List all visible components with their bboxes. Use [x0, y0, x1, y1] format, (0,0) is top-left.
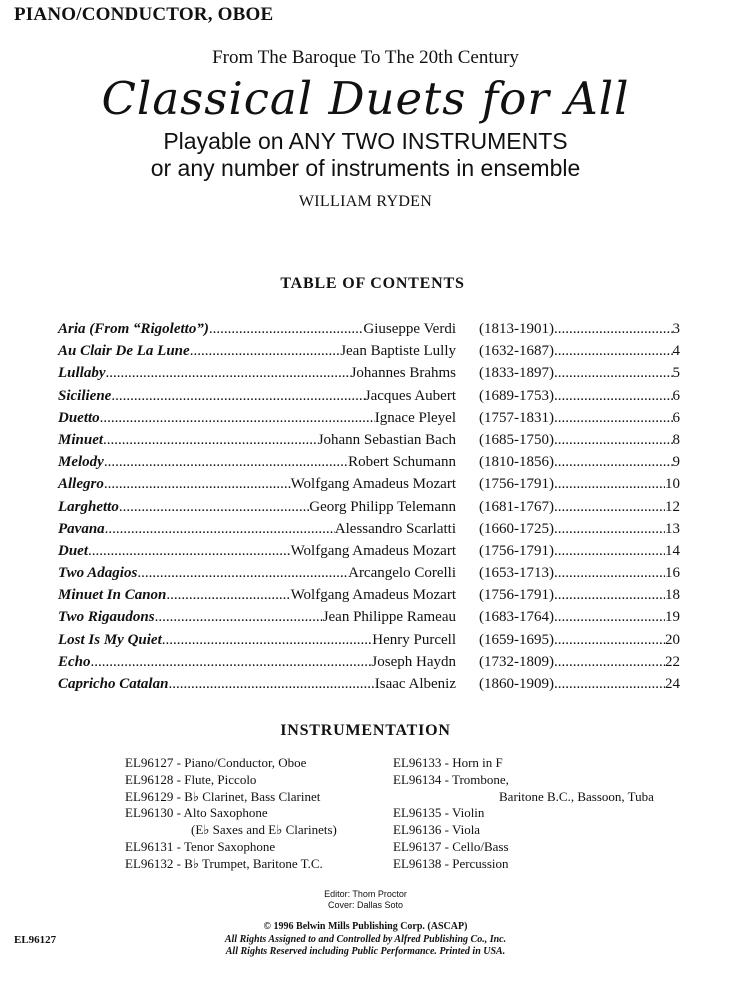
instrument-part	[125, 856, 337, 873]
toc-title: Lost Is My Quiet	[58, 631, 162, 648]
table-of-contents	[58, 318, 680, 695]
toc-title: Duetto	[58, 409, 100, 426]
toc-composer: Giuseppe Verdi	[363, 321, 456, 337]
toc-entry	[58, 540, 680, 562]
instrument-part	[393, 772, 654, 806]
toc-composer: Alessandro Scarlatti	[334, 520, 456, 537]
dot-leader	[104, 451, 348, 473]
part-line: EL96135 - Violin	[393, 805, 485, 821]
author: WILLIAM RYDEN	[298, 193, 433, 210]
toc-dates: (1833-1897)	[479, 365, 554, 382]
toc-page: 8	[672, 431, 680, 448]
toc-composer: Arcangelo Corelli	[348, 565, 456, 582]
dot-leader	[554, 473, 665, 495]
toc-entry	[58, 496, 680, 518]
part-subline: (E♭ Saxes and E♭ Clarinets)	[191, 822, 337, 838]
toc-composer: Wolfgang Amadeus Mozart	[290, 542, 456, 559]
dot-leader	[554, 606, 665, 628]
rights-reserved-line: All Rights Reserved including Public Performance. Printed in USA.	[225, 946, 506, 957]
instrument-part	[393, 755, 654, 772]
toc-title: Capricho Catalan	[58, 676, 169, 692]
instrument-part	[125, 755, 337, 772]
toc-title: Two Adagios	[58, 565, 138, 582]
toc-title: Echo	[58, 653, 91, 670]
dot-leader	[137, 562, 348, 584]
toc-page: 9	[672, 454, 680, 471]
dot-leader	[104, 473, 291, 495]
toc-title: Allegro	[58, 476, 104, 493]
toc-dates: (1756-1791)	[479, 476, 554, 493]
toc-entry	[58, 673, 680, 695]
toc-page: 5	[672, 365, 680, 382]
part-subline: Baritone B.C., Bassoon, Tuba	[499, 788, 654, 804]
instrumentation-heading: INSTRUMENTATION	[280, 722, 451, 739]
dot-leader	[554, 651, 665, 673]
dot-leader	[111, 385, 364, 407]
toc-title: Two Rigaudons	[58, 609, 155, 626]
part-line: EL96129 - B♭ Clarinet, Bass Clarinet	[125, 788, 321, 804]
toc-page: 20	[665, 631, 680, 648]
toc-entry	[58, 362, 680, 384]
dot-leader	[88, 540, 291, 562]
toc-page: 4	[672, 343, 680, 360]
toc-entry	[58, 407, 680, 429]
toc-dates: (1689-1753)	[479, 387, 554, 404]
part-line: EL96130 - Alto Saxophone	[125, 805, 268, 821]
instrumentation-column-left	[125, 755, 337, 873]
instrument-part	[125, 772, 337, 789]
toc-composer: Johann Sebastian Bach	[317, 431, 456, 448]
toc-entry	[58, 584, 680, 606]
toc-dates: (1653-1713)	[479, 565, 554, 582]
dot-leader	[554, 385, 673, 407]
toc-page: 18	[665, 587, 680, 604]
dot-leader	[100, 407, 375, 429]
toc-heading: TABLE OF CONTENTS	[280, 275, 465, 292]
copyright-line: © 1996 Belwin Mills Publishing Corp. (ASCAP)	[263, 921, 468, 932]
toc-dates: (1632-1687)	[479, 343, 554, 360]
instrument-part	[125, 839, 337, 856]
dot-leader	[106, 362, 351, 384]
toc-page: 14	[665, 542, 680, 559]
toc-title: Duet	[58, 542, 88, 559]
part-line: EL96132 - B♭ Trumpet, Baritone T.C.	[125, 855, 323, 871]
toc-page: 3	[672, 321, 680, 337]
instrument-part	[125, 805, 337, 839]
toc-entry	[58, 451, 680, 473]
dot-leader	[103, 429, 318, 451]
toc-dates: (1732-1809)	[479, 653, 554, 670]
cover-credit: Cover: Dallas Soto	[327, 900, 404, 910]
dot-leader	[554, 429, 673, 451]
toc-composer: Jacques Aubert	[364, 387, 456, 404]
toc-title: Aria (From “Rigoletto”)	[58, 321, 209, 337]
toc-entry	[58, 606, 680, 628]
toc-dates: (1860-1909)	[479, 676, 554, 692]
toc-dates: (1757-1831)	[479, 409, 554, 426]
toc-title: Siciliene	[58, 387, 112, 404]
toc-entry	[58, 562, 680, 584]
credits	[0, 889, 731, 911]
toc-composer: Wolfgang Amadeus Mozart	[290, 476, 456, 493]
toc-title: Minuet In Canon	[58, 587, 167, 604]
dot-leader	[209, 318, 364, 340]
toc-page: 24	[665, 676, 680, 692]
part-line: EL96134 - Trombone,	[393, 771, 509, 787]
instrument-part	[393, 822, 654, 839]
toc-dates: (1813-1901)	[479, 321, 554, 337]
part-line: EL96131 - Tenor Saxophone	[125, 838, 276, 854]
toc-title: Au Clair De La Lune	[58, 343, 190, 360]
part-line: EL96128 - Flute, Piccolo	[125, 771, 257, 787]
part-line: EL96137 - Cello/Bass	[393, 838, 509, 854]
instrument-part	[393, 856, 654, 873]
toc-page: 12	[665, 498, 680, 515]
tagline-primary: Playable on ANY TWO INSTRUMENTS	[163, 128, 568, 154]
dot-leader	[554, 496, 665, 518]
toc-entry	[58, 629, 680, 651]
toc-entry	[58, 651, 680, 673]
dot-leader	[554, 584, 665, 606]
toc-dates: (1810-1856)	[479, 454, 554, 471]
toc-composer: Ignace Pleyel	[374, 409, 456, 426]
toc-entry	[58, 518, 680, 540]
toc-page: 10	[665, 476, 680, 493]
toc-dates: (1685-1750)	[479, 431, 554, 448]
toc-page: 13	[665, 520, 680, 537]
catalog-number: EL96127	[14, 934, 57, 946]
header-label: PIANO/CONDUCTOR, OBOE	[14, 4, 274, 25]
toc-title: Pavana	[58, 520, 105, 537]
toc-dates: (1660-1725)	[479, 520, 554, 537]
dot-leader	[105, 518, 335, 540]
toc-composer: Henry Purcell	[372, 631, 456, 648]
dot-leader	[554, 673, 665, 695]
part-line: EL96136 - Viola	[393, 822, 481, 838]
dot-leader	[554, 407, 673, 429]
toc-dates: (1681-1767)	[479, 498, 554, 515]
toc-entry	[58, 385, 680, 407]
toc-entry	[58, 318, 680, 340]
toc-page: 16	[665, 565, 680, 582]
toc-composer: Isaac Albeniz	[374, 676, 456, 692]
part-line: EL96138 - Percussion	[393, 855, 509, 871]
instrument-part	[393, 839, 654, 856]
toc-composer: Jean Philippe Rameau	[322, 609, 456, 626]
instrument-part	[125, 789, 337, 806]
dot-leader	[162, 629, 373, 651]
toc-composer: Wolfgang Amadeus Mozart	[290, 587, 456, 604]
toc-page: 6	[672, 409, 680, 426]
toc-composer: Georg Philipp Telemann	[309, 498, 456, 515]
toc-dates: (1756-1791)	[479, 542, 554, 559]
toc-entry	[58, 340, 680, 362]
toc-dates: (1683-1764)	[479, 609, 554, 626]
toc-page: 22	[665, 653, 680, 670]
toc-page: 6	[672, 387, 680, 404]
dot-leader	[554, 518, 665, 540]
toc-title: Melody	[58, 454, 104, 471]
part-line: EL96127 - Piano/Conductor, Oboe	[125, 755, 307, 770]
toc-entry	[58, 473, 680, 495]
toc-title: Minuet	[58, 431, 104, 448]
copyright-notice	[0, 921, 731, 959]
toc-composer: Robert Schumann	[348, 454, 456, 471]
dot-leader	[91, 651, 372, 673]
dot-leader	[554, 562, 665, 584]
dot-leader	[554, 451, 673, 473]
main-title: Classical Duets for All	[101, 72, 630, 125]
tagline-secondary: or any number of instruments in ensemble	[150, 155, 581, 181]
dot-leader	[168, 673, 374, 695]
toc-page: 19	[665, 609, 680, 626]
dot-leader	[155, 606, 323, 628]
dot-leader	[554, 629, 665, 651]
toc-title: Lullaby	[58, 365, 106, 382]
dot-leader	[554, 340, 673, 362]
part-line: EL96133 - Horn in F	[393, 755, 503, 770]
toc-composer: Jean Baptiste Lully	[340, 343, 456, 360]
toc-dates: (1756-1791)	[479, 587, 554, 604]
editor-credit: Editor: Thom Proctor	[324, 889, 407, 899]
dot-leader	[554, 318, 673, 340]
toc-title: Larghetto	[58, 498, 119, 515]
toc-dates: (1659-1695)	[479, 631, 554, 648]
toc-composer: Johannes Brahms	[350, 365, 456, 382]
subtitle: From The Baroque To The 20th Century	[212, 47, 519, 68]
rights-assigned-line: All Rights Assigned to and Controlled by Alfred Publishing Co., Inc.	[224, 933, 507, 945]
dot-leader	[119, 496, 309, 518]
instrumentation-column-right	[393, 755, 654, 873]
dot-leader	[166, 584, 290, 606]
dot-leader	[554, 362, 673, 384]
toc-composer: Joseph Haydn	[371, 653, 456, 670]
instrument-part	[393, 805, 654, 822]
dot-leader	[190, 340, 341, 362]
toc-entry	[58, 429, 680, 451]
dot-leader	[554, 540, 665, 562]
